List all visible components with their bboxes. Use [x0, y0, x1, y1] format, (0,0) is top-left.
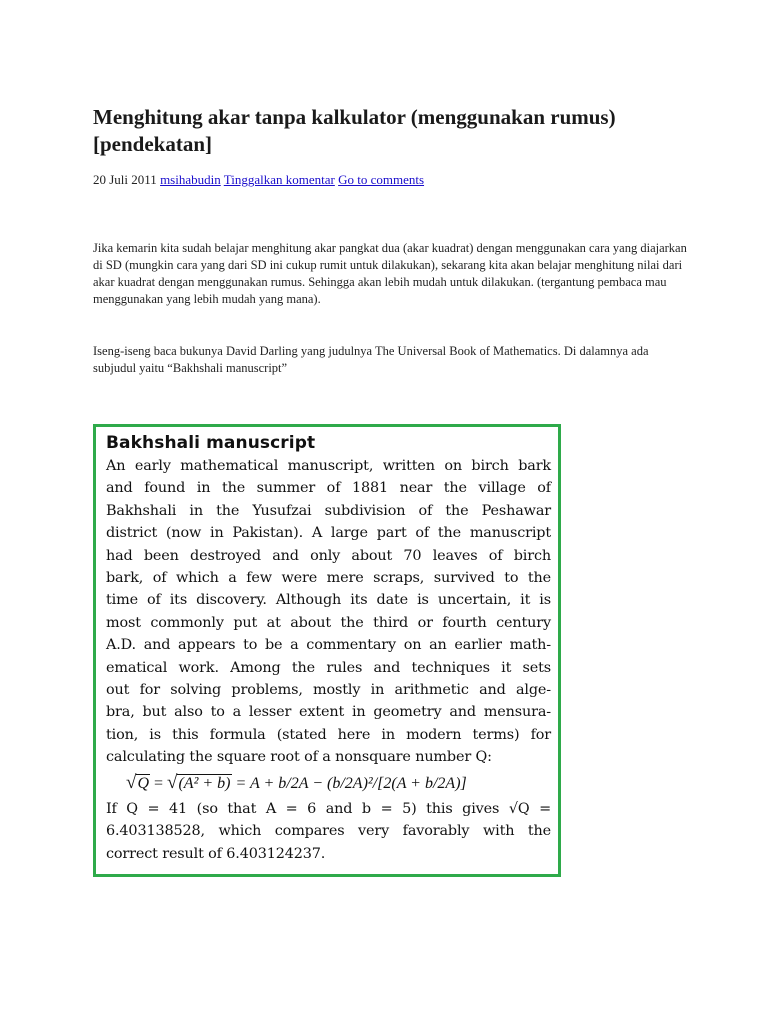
- example-line: 6.403138528, which compares very favorably with the: [106, 823, 551, 840]
- formula-equals: =: [154, 774, 168, 792]
- leave-comment-link[interactable]: Tinggalkan komentar: [223, 172, 335, 187]
- intro-paragraph: Jika kemarin kita sudah belajar menghitung akar pangkat dua (akar kuadrat) dengan menggunakan cara yang diajarkan di SD (mungkin cara yang dari SD ini cukup rumit untuk dilakukan), sekarang kita akan belajar menghitung nilai dari akar kuadrat dengan menggunakan rumus. Sehingga akan lebih mudah untuk dilakukan. (tergantung pembaca mau menggunakan yang lebih mudah yang mana).: [93, 241, 687, 306]
- sqrt-q: √Q: [126, 771, 149, 793]
- excerpt-line: and found in the summer of 1881 near the village of: [106, 480, 551, 497]
- post-date: 20 Juli 2011: [93, 172, 157, 187]
- book-reference-paragraph: Iseng-iseng baca bukunya David Darling yang judulnya The Universal Book of Mathematics. Di dalamnya ada subjudul yaitu “Bakhshali manuscript”: [93, 344, 649, 375]
- article-title: Menghitung akar tanpa kalkulator (menggunakan rumus) [pendekatan]: [93, 105, 616, 156]
- go-to-comments-link[interactable]: Go to comments: [338, 172, 425, 187]
- formula-radicand: (A² + b): [178, 774, 231, 792]
- excerpt-line: A.D. and appears to be a commentary on an earlier math-: [106, 637, 551, 654]
- excerpt-line: bark, of which a few were mere scraps, survived to the: [106, 570, 551, 587]
- excerpt-line: Bakhshali in the Yusufzai subdivision of the Peshawar: [106, 502, 551, 519]
- book-excerpt-image: [93, 424, 561, 877]
- excerpt-line: had been destroyed and only about 70 leaves of birch: [106, 547, 551, 564]
- author-link[interactable]: msihabudin: [160, 172, 221, 187]
- excerpt-line: An early mathematical manuscript, written on birch bark: [106, 458, 551, 474]
- excerpt-line: time of its discovery. Although its date is uncertain, it is: [106, 592, 551, 609]
- excerpt-line: calculating the square root of a nonsquare number Q:: [106, 749, 492, 766]
- example-line: If Q = 41 (so that A = 6 and b = 5) this gives √Q =: [106, 800, 551, 817]
- excerpt-line: bra, but also to a lesser extent in geometry and mensura-: [106, 704, 551, 721]
- square-root-formula: [106, 769, 551, 798]
- sqrt-radicand: √(A² + b): [167, 771, 231, 793]
- book-excerpt-content: [106, 431, 551, 865]
- excerpt-line: district (now in Pakistan). A large part of the manuscript: [106, 525, 551, 542]
- example-line: correct result of 6.403124237.: [106, 845, 326, 862]
- excerpt-line: most commonly put at about the third or fourth century: [106, 614, 551, 631]
- excerpt-heading: Bakhshali manuscript: [106, 433, 316, 453]
- excerpt-line: out for solving problems, mostly in arithmetic and alge-: [106, 682, 551, 699]
- article-meta: [93, 171, 424, 189]
- excerpt-line: ematical work. Among the rules and techniques it sets: [106, 659, 551, 676]
- formula-rhs: = A + b/2A − (b/2A)²/[2(A + b/2A)]: [235, 774, 467, 792]
- excerpt-line: tion, is this formula (stated here in modern terms) for: [106, 726, 551, 743]
- formula-lhs: Q: [137, 774, 149, 792]
